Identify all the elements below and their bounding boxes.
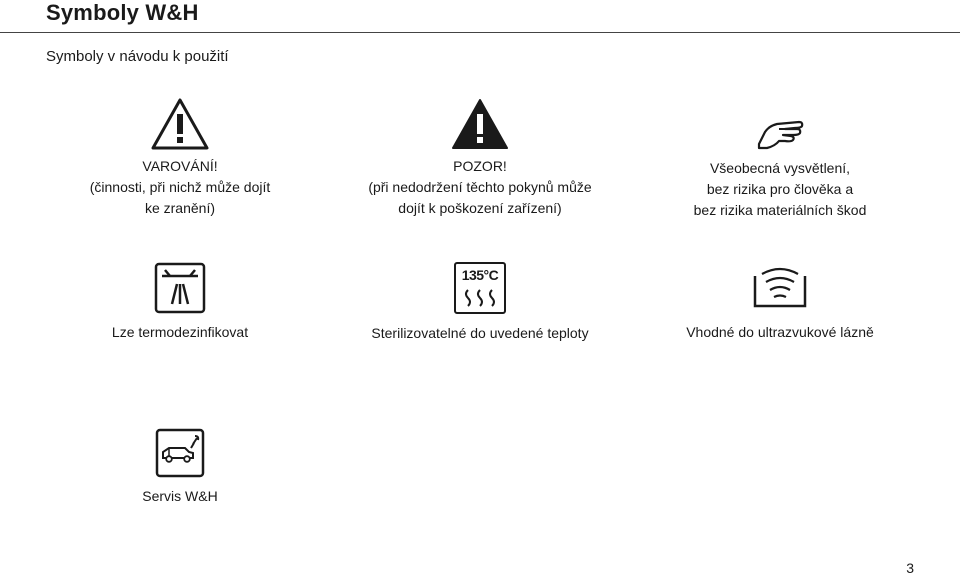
info-text-3: bez rizika materiálních škod: [693, 202, 867, 218]
sterilization-temperature: 135°C: [461, 267, 499, 283]
sterilization-icon: [454, 262, 506, 314]
service-van-icon: [155, 428, 205, 478]
warning-outline-icon: [150, 96, 210, 152]
steam-waves-icon: [460, 288, 500, 308]
warning-heading: VAROVÁNÍ!: [142, 158, 218, 174]
caution-text-1: (při nedodržení těchto pokynů může: [368, 179, 592, 195]
sterilization-label: Sterilizovatelné do uvedené teploty: [371, 325, 589, 341]
pointing-hand-icon: [755, 118, 805, 152]
warning-text-1: (činnosti, při nichž může dojít: [89, 179, 271, 195]
page-number: 3: [906, 560, 914, 576]
symbol-info: [660, 118, 900, 221]
symbol-caution: [360, 96, 600, 219]
symbol-thermodisinfection: [60, 262, 300, 343]
title-rule: [0, 32, 960, 33]
symbol-service: [60, 428, 300, 507]
ultrasonic-bath-icon: [752, 262, 808, 310]
thermodisinfection-label: Lze termodezinfikovat: [111, 324, 249, 340]
info-text-2: bez rizika pro člověka a: [706, 181, 854, 197]
caution-heading: POZOR!: [453, 158, 507, 174]
page-title: Symboly W&H: [46, 0, 199, 25]
symbol-warning: [60, 96, 300, 219]
warning-filled-icon: [450, 96, 510, 152]
ultrasonic-label: Vhodné do ultrazvukové lázně: [686, 324, 874, 340]
warning-text-2: ke zranění): [144, 200, 216, 216]
thermodisinfection-icon: [154, 262, 206, 314]
symbol-ultrasonic: [660, 262, 900, 343]
caution-text-2: dojít k poškození zařízení): [398, 200, 562, 216]
info-text-1: Všeobecná vysvětlení,: [709, 160, 851, 176]
service-label: Servis W&H: [142, 488, 218, 504]
symbol-sterilization: [360, 262, 600, 344]
page-subtitle: Symboly v návodu k použití: [46, 48, 229, 65]
